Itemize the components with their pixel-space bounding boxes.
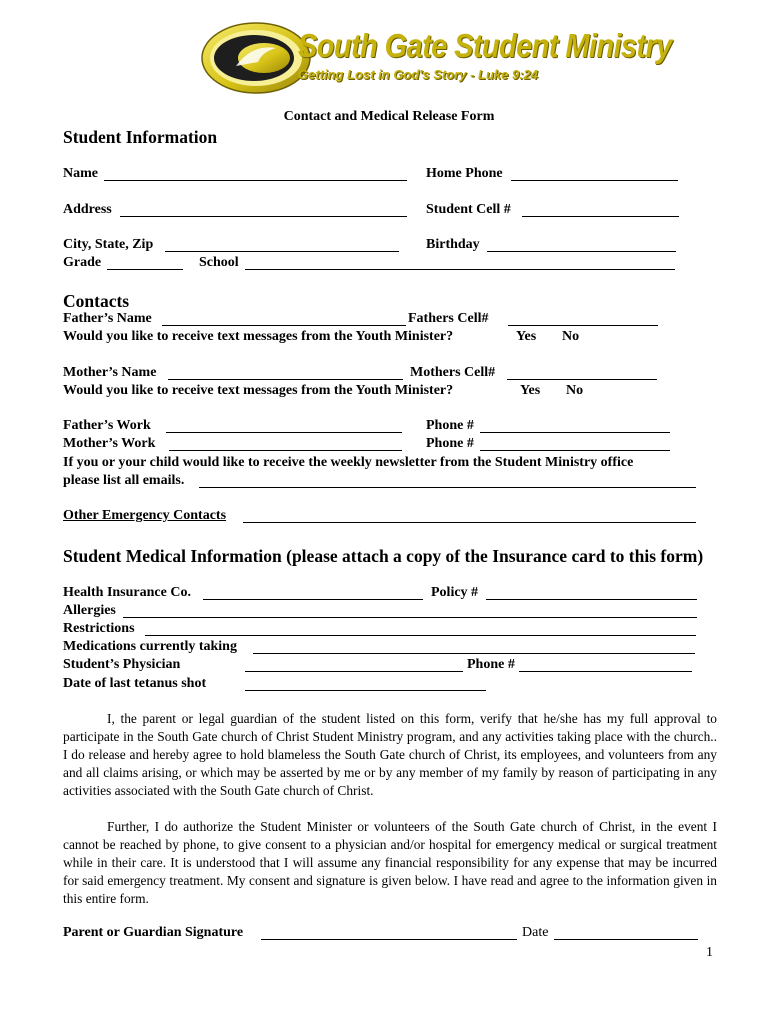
newsletter-text: If you or your child would like to receive the weekly newsletter from the Student Ministry office: [63, 455, 634, 470]
birthday-label: Birthday: [426, 237, 480, 252]
mothers-cell-field[interactable]: [507, 379, 657, 380]
logo-title: South Gate Student Ministry: [298, 28, 672, 65]
student-info-heading: Student Information: [63, 127, 218, 147]
home-phone-field[interactable]: [511, 180, 678, 181]
mother-text-no-option[interactable]: No: [566, 383, 584, 398]
school-field[interactable]: [245, 269, 675, 270]
physician-phone-field[interactable]: [519, 671, 692, 672]
medical-heading: Student Medical Information (please attach a copy of the Insurance card to this form): [63, 546, 704, 566]
fathers-work-phone-label: Phone #: [426, 418, 474, 433]
page-number: 1: [706, 945, 713, 960]
student-cell-label: Student Cell #: [426, 202, 511, 217]
policy-label: Policy #: [431, 585, 479, 600]
signature-label: Parent or Guardian Signature: [63, 925, 244, 940]
mother-text-question: Would you like to receive text messages from the Youth Minister?: [63, 383, 454, 398]
medications-field[interactable]: [253, 653, 695, 654]
date-field[interactable]: [554, 939, 698, 940]
logo-emblem-icon: [200, 20, 312, 96]
other-emergency-field[interactable]: [243, 522, 696, 523]
fathers-cell-field[interactable]: [508, 325, 658, 326]
consent-paragraph-2-text: Further, I do authorize the Student Minister or volunteers of the South Gate church of Christ, in the event I cannot be reached by phone, to give consent to a physician and/or hospital for emergency medical or surgical treatment while in their care. It is understood that I will assume any financial responsibility for any expense that may be incurred for said emergency treatment. My consent and signature is given below. I have read and agree to the information given in this entire form.: [63, 819, 717, 907]
contacts-heading: Contacts: [63, 291, 130, 311]
tetanus-label: Date of last tetanus shot: [63, 676, 207, 691]
consent-paragraph-2: [63, 818, 717, 908]
physician-label: Student’s Physician: [63, 657, 181, 672]
father-text-question: Would you like to receive text messages from the Youth Minister?: [63, 329, 454, 344]
address-field[interactable]: [120, 216, 407, 217]
form-title: Contact and Medical Release Form: [283, 109, 495, 124]
mothers-work-phone-field[interactable]: [480, 450, 670, 451]
fathers-name-field[interactable]: [162, 325, 406, 326]
medications-label: Medications currently taking: [63, 639, 237, 654]
fathers-work-label: Father’s Work: [63, 418, 151, 433]
address-label: Address: [63, 202, 112, 217]
grade-label: Grade: [63, 255, 102, 270]
insurance-field[interactable]: [203, 599, 423, 600]
fathers-name-label: Father’s Name: [63, 311, 152, 326]
father-text-no-option[interactable]: No: [562, 329, 580, 344]
allergies-field[interactable]: [123, 617, 697, 618]
mothers-name-label: Mother’s Name: [63, 365, 157, 380]
fathers-work-field[interactable]: [166, 432, 402, 433]
policy-field[interactable]: [486, 599, 697, 600]
mothers-cell-label: Mothers Cell#: [410, 365, 496, 380]
signature-field[interactable]: [261, 939, 517, 940]
allergies-label: Allergies: [63, 603, 116, 618]
father-text-yes-option[interactable]: Yes: [516, 329, 537, 344]
physician-phone-label: Phone #: [467, 657, 515, 672]
tetanus-field[interactable]: [245, 690, 486, 691]
restrictions-field[interactable]: [145, 635, 696, 636]
mothers-work-field[interactable]: [169, 450, 402, 451]
insurance-label: Health Insurance Co.: [63, 585, 191, 600]
mothers-work-label: Mother’s Work: [63, 436, 156, 451]
newsletter-emails-label: please list all emails.: [63, 473, 185, 488]
consent-paragraph-1: [63, 710, 717, 800]
mother-text-yes-option[interactable]: Yes: [520, 383, 541, 398]
city-state-zip-label: City, State, Zip: [63, 237, 154, 252]
name-label: Name: [63, 166, 98, 181]
date-label: Date: [522, 925, 549, 940]
physician-field[interactable]: [245, 671, 463, 672]
mothers-name-field[interactable]: [168, 379, 403, 380]
restrictions-label: Restrictions: [63, 621, 135, 636]
student-cell-field[interactable]: [522, 216, 679, 217]
name-field[interactable]: [104, 180, 407, 181]
newsletter-emails-field[interactable]: [199, 487, 696, 488]
fathers-work-phone-field[interactable]: [480, 432, 670, 433]
school-label: School: [199, 255, 239, 270]
birthday-field[interactable]: [487, 251, 676, 252]
grade-field[interactable]: [107, 269, 183, 270]
city-state-zip-field[interactable]: [165, 251, 399, 252]
home-phone-label: Home Phone: [426, 166, 503, 181]
logo-tagline: Getting Lost in God's Story - Luke 9:24: [298, 67, 539, 82]
consent-paragraph-1-text: I, the parent or legal guardian of the student listed on this form, verify that he/she has my full approval to participate in the South Gate church of Christ Student Ministry program, and any activities taking place with the church.. I do release and hereby agree to hold blameless the South Gate church of Christ, its employees, and volunteers from any and all claims arising, or which may be asserted by me or by any member of my family by reason of participating in any activities associated with the South Gate church of Christ.: [63, 711, 717, 799]
mothers-work-phone-label: Phone #: [426, 436, 474, 451]
fathers-cell-label: Fathers Cell#: [408, 311, 489, 326]
other-emergency-label: Other Emergency Contacts: [63, 508, 227, 523]
